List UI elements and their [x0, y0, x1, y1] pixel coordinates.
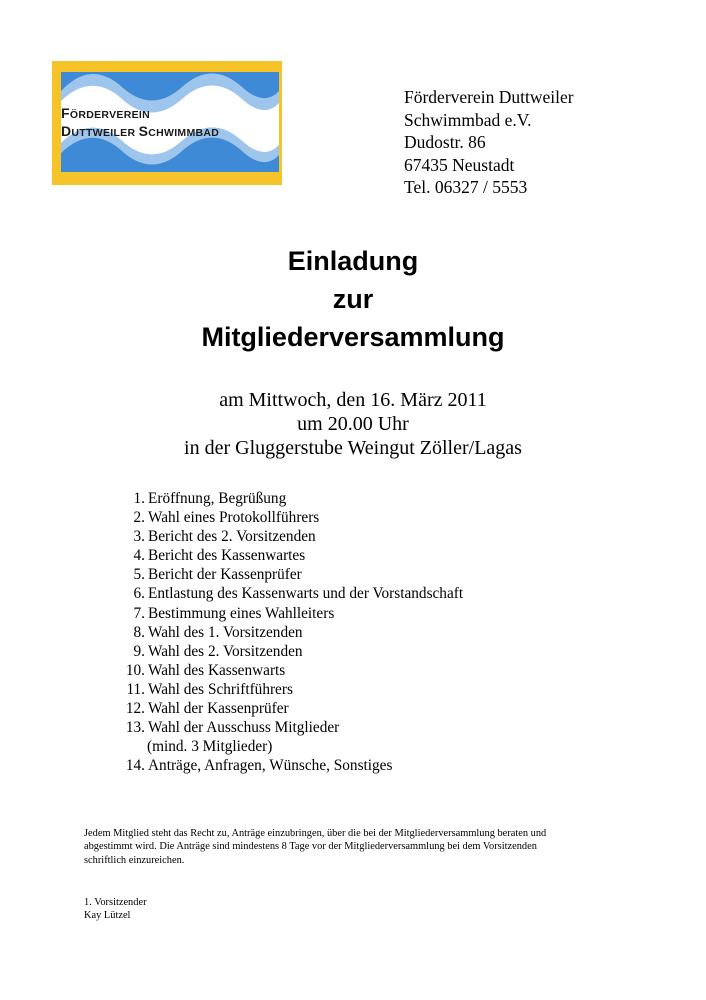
agenda-item: 8. Wahl des 1. Vorsitzenden [133, 623, 303, 641]
address-line-phone: Tel. 06327 / 5553 [404, 177, 528, 197]
address-line-street: Dudostr. 86 [404, 132, 486, 152]
logo-text-line2: DUTTWEILER SCHWIMMBAD [61, 123, 220, 139]
logo-text-line1: FÖRDERVEREIN [61, 105, 150, 121]
event-location: in der Gluggerstube Weingut Zöller/Lagas [184, 437, 522, 459]
signature-block [84, 896, 147, 923]
signature-name: Kay Lützel [84, 910, 131, 922]
title-line1: Einladung [287, 246, 419, 276]
agenda-item: 7. Bestimmung eines Wahlleiters [133, 604, 335, 622]
notice-paragraph [84, 827, 624, 867]
event-time: um 20.00 Uhr [297, 413, 409, 435]
agenda-item: 12. Wahl der Kassenprüfer [125, 700, 289, 718]
notice-line: schriftlich einzureichen. [84, 854, 185, 866]
agenda-item: 6. Entlastung des Kassenwarts und der Vorstandschaft [133, 585, 464, 603]
event-details [0, 388, 706, 460]
agenda-item: 4. Bericht des Kassenwartes [133, 547, 306, 565]
notice-line: Jedem Mitglied steht das Recht zu, Anträge einzubringen, über die bei der Mitgliederversammlung beraten und [84, 828, 547, 839]
notice-line: abgestimmt wird. Die Anträge sind mindestens 8 Tage vor der Mitgliederversammlung bei dem Vorsitzenden [84, 841, 537, 853]
agenda-item: 14. Anträge, Anfragen, Wünsche, Sonstiges [125, 757, 393, 775]
page-title [0, 242, 706, 356]
agenda-item: 13. Wahl der Ausschuss Mitglieder [125, 719, 340, 737]
agenda-list [110, 489, 463, 775]
title-line3: Mitgliederversammlung [201, 322, 505, 352]
agenda-item: 3. Bericht des 2. Vorsitzenden [133, 528, 316, 546]
agenda-item: 5. Bericht der Kassenprüfer [133, 566, 302, 584]
agenda-item: 2. Wahl eines Protokollführers [133, 509, 320, 527]
agenda-item: 10. Wahl des Kassenwarts [125, 661, 286, 679]
agenda-item: 9. Wahl des 2. Vorsitzenden [133, 642, 303, 660]
agenda-item: 1. Eröffnung, Begrüßung [133, 490, 287, 507]
agenda-item: 11. Wahl des Schriftführers [126, 680, 293, 698]
address-line-name2: Schwimmbad e.V. [404, 109, 532, 130]
address-line-city: 67435 Neustadt [404, 154, 515, 175]
signature-role: 1. Vorsitzender [84, 897, 147, 908]
address-block [404, 86, 574, 199]
title-line2: zur [332, 284, 374, 314]
club-logo [52, 61, 282, 185]
address-line-name: Förderverein Duttweiler [404, 87, 574, 107]
event-date: am Mittwoch, den 16. März 2011 [219, 389, 487, 411]
agenda-item-subnote: (mind. 3 Mitglieder) [147, 738, 273, 756]
